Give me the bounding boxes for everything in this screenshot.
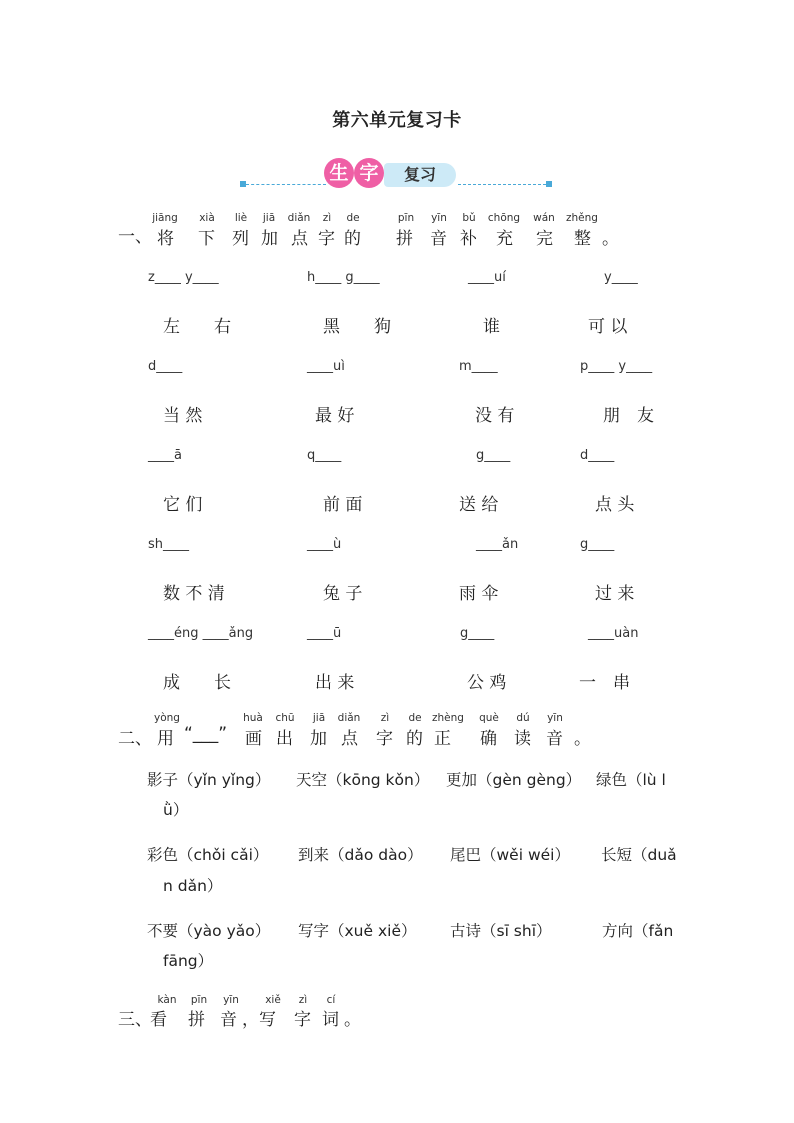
s1-r4-blank-3[interactable]: ____ǎn	[476, 537, 519, 552]
s2-hz-4: 出	[276, 729, 293, 749]
s3-hz-7: 词	[322, 1010, 339, 1030]
s1-py-2: xià	[199, 212, 215, 224]
s2-py-3: huà	[243, 712, 263, 724]
s1-py-11: chōng	[487, 212, 521, 224]
banner-circle-zi: 字	[354, 158, 384, 188]
s1-r3-blank-4[interactable]: d____	[580, 448, 615, 463]
s1-hz-10: 补	[460, 229, 477, 249]
s2-hz-2: “___”	[184, 724, 228, 744]
s3-hz-6: 字	[294, 1010, 311, 1030]
s3-hz-3: 音	[220, 1010, 237, 1030]
s2-r3-item-2: 写字（xuě xiě）	[298, 922, 417, 940]
s2-r1-item-2: 天空（kōng kǒn）	[296, 771, 430, 789]
s2-r1-item-3: 更加（gèn gèng）	[446, 771, 582, 789]
s1-r2-word-4: 朋 友	[603, 406, 654, 426]
s3-hz-1: 看	[150, 1010, 167, 1030]
s1-hz-6: 字	[318, 229, 335, 249]
s2-hz-8: 的	[406, 729, 423, 749]
s2-r3-item-1: 不要（yào yǎo）	[147, 922, 271, 940]
s2-py-4: chū	[275, 712, 295, 724]
s1-hz-13: 整	[574, 229, 591, 249]
s1-r4-blank-2[interactable]: ____ù	[307, 537, 342, 552]
s2-py-6: diǎn	[337, 712, 361, 724]
s1-r4-blank-4[interactable]: g____	[580, 537, 615, 552]
s1-r1-word-1: 左 右	[163, 317, 231, 337]
s1-hz-9: 音	[430, 229, 447, 249]
section1-number: 一、	[118, 227, 152, 247]
s1-r2-blank-3[interactable]: m____	[459, 359, 498, 374]
s1-r5-blank-1[interactable]: ____éng ____ǎng	[148, 626, 254, 641]
s1-r3-word-3: 送 给	[459, 495, 499, 515]
s2-r2-item-3: 尾巴（wěi wéi）	[450, 846, 570, 864]
s3-py-7: cí	[326, 994, 336, 1006]
section2-number: 二、	[118, 729, 152, 749]
s1-r5-word-2: 出 来	[315, 673, 355, 693]
section3-number: 三、	[118, 1010, 152, 1030]
s1-r4-word-2: 兔 子	[323, 584, 363, 604]
s1-r5-word-4: 一 串	[579, 673, 630, 693]
s2-r2-item-1: 彩色（chǒi cǎi）	[147, 846, 269, 864]
s1-r5-blank-2[interactable]: ____ū	[307, 626, 342, 641]
banner-left-line	[246, 184, 326, 185]
s1-r4-blank-1[interactable]: sh____	[148, 537, 190, 552]
s1-py-5: diǎn	[287, 212, 311, 224]
s2-hz-9: 正	[434, 729, 451, 749]
s1-hz-2: 下	[198, 229, 215, 249]
s1-hz-8: 拼	[396, 229, 413, 249]
s1-r2-word-2: 最 好	[315, 406, 355, 426]
s1-hz-14: 。	[602, 229, 619, 249]
s2-r3-item-4: 方向（fǎn	[602, 922, 674, 940]
s1-r1-word-3: 谁	[483, 317, 500, 337]
s1-hz-1: 将	[157, 229, 174, 249]
s2-py-1: yòng	[154, 712, 180, 724]
s3-py-6: zì	[298, 994, 308, 1006]
s2-r2-item-4: 长短（duǎ	[601, 846, 677, 864]
s1-r1-blank-4[interactable]: y____	[604, 270, 638, 285]
s1-hz-12: 完	[536, 229, 553, 249]
s1-py-13: zhěng	[566, 212, 598, 224]
s3-hz-4: ，写	[242, 1010, 276, 1030]
s1-r1-blank-2[interactable]: h____ g____	[307, 270, 380, 285]
s1-py-4: jiā	[262, 212, 276, 224]
s2-r1-item-4: 绿色（lù l	[596, 771, 666, 789]
s1-hz-11: 充	[496, 229, 513, 249]
s1-py-3: liè	[234, 212, 248, 224]
s2-hz-11: 读	[514, 729, 531, 749]
s3-py-5: xiě	[265, 994, 281, 1006]
s3-py-3: yīn	[223, 994, 239, 1006]
s3-hz-8: 。	[344, 1010, 361, 1030]
s2-r2-item-2: 到来（dǎo dào）	[298, 846, 423, 864]
s1-py-8: pīn	[397, 212, 415, 224]
s1-hz-3: 列	[232, 229, 249, 249]
s2-r1-wrap: ǜ）	[163, 801, 189, 819]
s3-hz-2: 拼	[188, 1010, 205, 1030]
s2-hz-1: 用	[157, 729, 174, 749]
s2-hz-6: 点	[341, 729, 358, 749]
s1-r5-blank-3[interactable]: g____	[460, 626, 495, 641]
page-title: 第六单元复习卡	[332, 110, 462, 131]
s1-r1-word-2: 黑 狗	[323, 317, 391, 337]
s1-r1-blank-3[interactable]: ____uí	[468, 270, 506, 285]
s1-r1-word-4: 可 以	[588, 317, 628, 337]
s2-py-10: què	[479, 712, 499, 724]
s1-r2-word-3: 没 有	[475, 406, 515, 426]
s1-hz-4: 加	[261, 229, 278, 249]
s1-py-10: bǔ	[462, 212, 476, 224]
s1-r2-blank-4[interactable]: p____ y____	[580, 359, 653, 374]
s2-hz-7: 字	[376, 729, 393, 749]
s2-py-5: jiā	[312, 712, 326, 724]
banner-right-square	[546, 181, 552, 187]
s1-py-6: zì	[322, 212, 332, 224]
s3-py-2: pīn	[190, 994, 208, 1006]
s1-r3-word-4: 点 头	[595, 495, 635, 515]
banner-circle-sheng: 生	[324, 158, 354, 188]
s1-r3-word-1: 它 们	[163, 495, 203, 515]
s2-hz-10: 确	[480, 729, 497, 749]
s2-r3-wrap: fāng）	[163, 952, 214, 970]
s1-r3-blank-2[interactable]: q____	[307, 448, 342, 463]
s1-r4-word-3: 雨 伞	[459, 584, 499, 604]
s1-r2-blank-1[interactable]: d____	[148, 359, 183, 374]
s1-py-9: yīn	[431, 212, 447, 224]
s2-hz-3: 画	[245, 729, 262, 749]
s2-py-9: zhèng	[432, 712, 464, 724]
s2-py-8: de	[408, 712, 422, 724]
s1-r3-blank-3[interactable]: g____	[476, 448, 511, 463]
s2-py-12: yīn	[547, 712, 563, 724]
s1-r4-word-4: 过 来	[595, 584, 635, 604]
s2-hz-13: 。	[574, 729, 591, 749]
s1-hz-5: 点	[291, 229, 308, 249]
s1-r2-blank-2[interactable]: ____uì	[307, 359, 345, 374]
s1-py-12: wán	[533, 212, 555, 224]
s1-py-7: de	[346, 212, 360, 224]
s1-r5-blank-4[interactable]: ____uàn	[588, 626, 639, 641]
s2-r1-item-1: 影子（yǐn yǐng）	[147, 771, 271, 789]
s2-r3-item-3: 古诗（sī shī）	[450, 922, 552, 940]
s1-r1-blank-1[interactable]: z____ y____	[148, 270, 219, 285]
s2-r2-wrap: n dǎn）	[163, 877, 223, 895]
s1-r3-blank-1[interactable]: ____ā	[148, 448, 182, 463]
s2-py-11: dú	[516, 712, 530, 724]
s1-py-1: jiāng	[152, 212, 178, 224]
s3-py-1: kàn	[157, 994, 177, 1006]
banner-label: 复习	[384, 163, 456, 187]
s1-r3-word-2: 前 面	[323, 495, 363, 515]
s1-r5-word-3: 公 鸡	[467, 673, 507, 693]
s1-hz-7: 的	[344, 229, 361, 249]
s1-r5-word-1: 成 长	[163, 673, 231, 693]
banner-right-line	[458, 184, 546, 185]
s1-r4-word-1: 数 不 清	[163, 584, 225, 604]
s2-hz-12: 音	[546, 729, 563, 749]
s2-hz-5: 加	[310, 729, 327, 749]
s2-py-7: zì	[380, 712, 390, 724]
s1-r2-word-1: 当 然	[163, 406, 203, 426]
